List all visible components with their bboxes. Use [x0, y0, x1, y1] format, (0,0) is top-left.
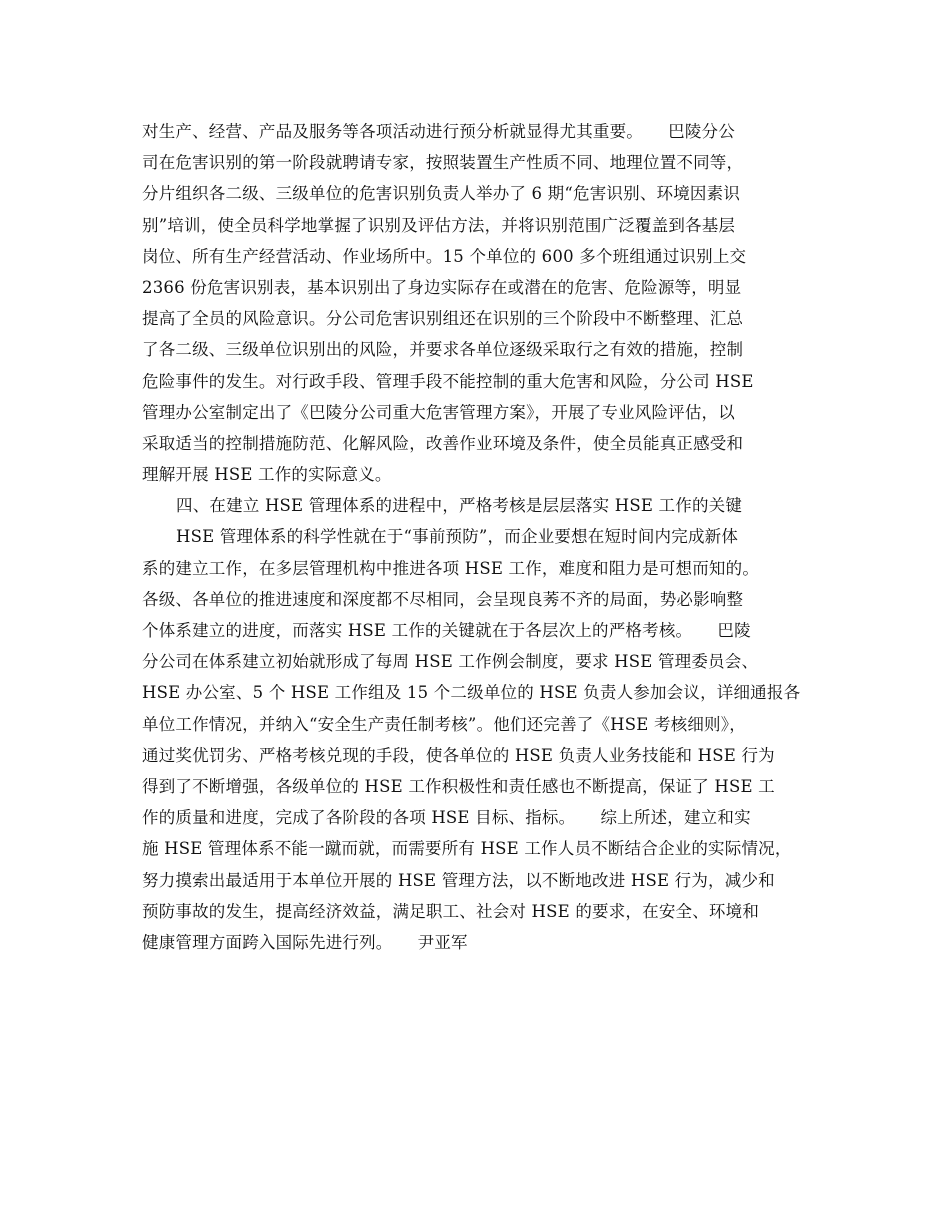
author-line: 健康管理方面跨入国际先进行列。 尹亚军	[142, 932, 468, 952]
text-line: 系的建立工作，在多层管理机构中推进各项 HSE 工作，难度和阻力是可想而知的。	[142, 558, 760, 578]
text-line: 理解开展 HSE 工作的实际意义。	[142, 465, 392, 485]
text-line: 施 HSE 管理体系不能一蹴而就，而需要所有 HSE 工作人员不断结合企业的实际情况，	[142, 839, 792, 859]
text-line: 采取适当的控制措施防范、化解风险，改善作业环境及条件，使全员能真正感受和	[142, 433, 744, 453]
text-line: 对生产、经营、产品及服务等各项活动进行预分析就显得尤其重要。 巴陵分公	[142, 122, 735, 141]
text-line: HSE 管理体系的科学性就在于“事前预防”，而企业要想在短时间内完成新体	[176, 527, 739, 547]
text-line: 别”培训，使全员科学地掌握了识别及评估方法，并将识别范围广泛覆盖到各基层	[142, 215, 736, 235]
text-line: 司在危害识别的第一阶段就聘请专家，按照装置生产性质不同、地理位置不同等，	[142, 153, 744, 173]
text-line: 各级、各单位的推进速度和深度都不尽相同，会呈现良莠不齐的局面，势必影响整	[142, 589, 744, 609]
text-line: 单位工作情况，并纳入“安全生产责任制考核”。他们还完善了《HSE 考核细则》，	[142, 714, 746, 734]
text-line: 个体系建立的进度，而落实 HSE 工作的关键就在于各层次上的严格考核。 巴陵	[142, 621, 751, 640]
text-line: 得到了不断增强，各级单位的 HSE 工作积极性和责任感也不断提高，保证了 HSE 工	[142, 776, 775, 796]
section-heading: 四、在建立 HSE 管理体系的进程中，严格考核是层层落实 HSE 工作的关键	[176, 496, 743, 516]
text-line: 分片组织各二级、三级单位的危害识别负责人举办了 6 期“危害识别、环境因素识	[142, 184, 741, 204]
text-line: 管理办公室制定出了《巴陵分公司重大危害管理方案》，开展了专业风险评估，以	[142, 402, 735, 422]
text-line: 提高了全员的风险意识。分公司危害识别组还在识别的三个阶段中不断整理、汇总	[142, 309, 744, 329]
text-line: 2366 份危害识别表，基本识别出了身边实际存在或潜在的危害、危险源等，明显	[142, 277, 742, 297]
text-line: 危险事件的发生。对行政手段、管理手段不能控制的重大危害和风险，分公司 HSE	[142, 371, 754, 391]
text-line: 作的质量和进度，完成了各阶段的各项 HSE 目标、指标。 综上所述，建立和实	[142, 808, 751, 828]
text-line: HSE 办公室、5 个 HSE 工作组及 15 个二级单位的 HSE 负责人参加会议，详细通报各	[142, 683, 801, 703]
text-line: 了各二级、三级单位识别出的风险，并要求各单位逐级采取行之有效的措施，控制	[142, 340, 744, 360]
text-line: 预防事故的发生，提高经济效益，满足职工、社会对 HSE 的要求，在安全、环境和	[142, 901, 760, 921]
text-line: 努力摸索出最适用于本单位开展的 HSE 管理方法，以不断地改进 HSE 行为，减少和	[142, 870, 775, 890]
text-line: 岗位、所有生产经营活动、作业场所中。15 个单位的 600 多个班组通过识别上交	[142, 246, 747, 266]
document-body	[142, 116, 826, 958]
text-line: 分公司在体系建立初始就形成了每周 HSE 工作例会制度，要求 HSE 管理委员会、	[142, 652, 759, 672]
text-line: 通过奖优罚劣、严格考核兑现的手段，使各单位的 HSE 负责人业务技能和 HSE 行为	[142, 745, 775, 765]
